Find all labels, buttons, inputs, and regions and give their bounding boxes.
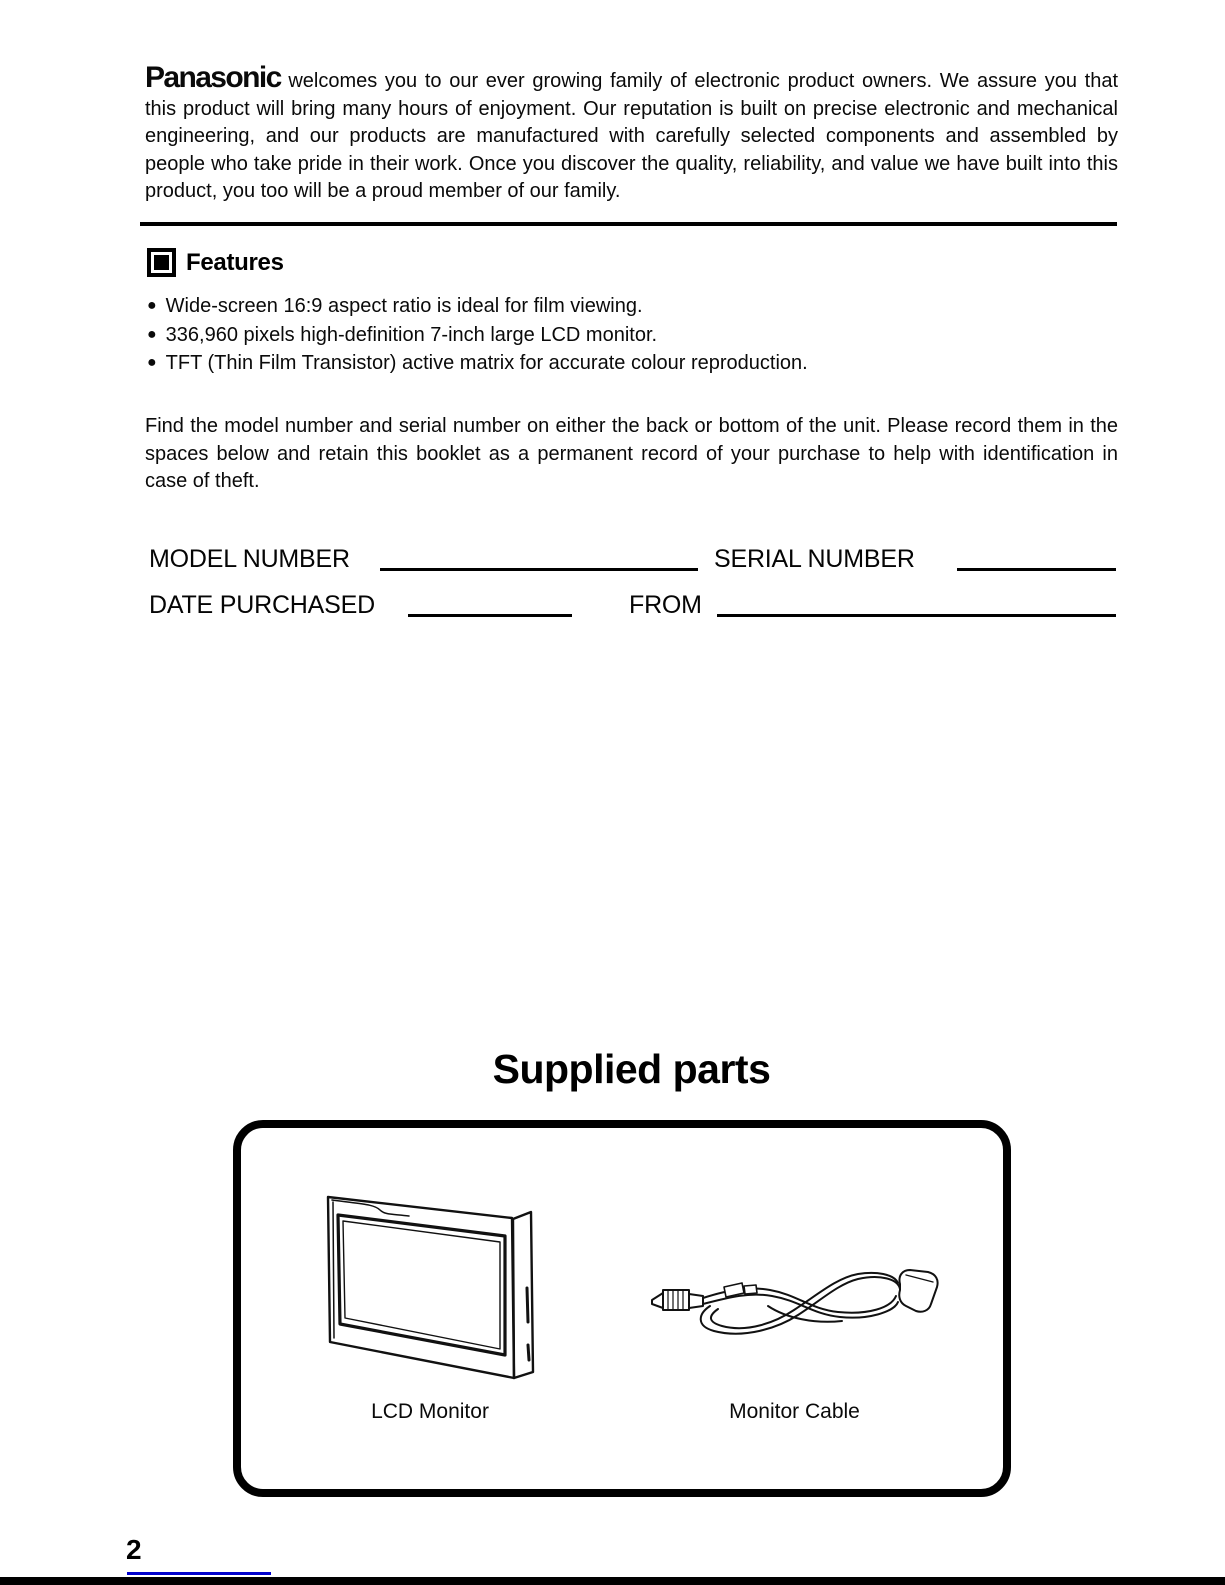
feature-text: Wide-screen 16:9 aspect ratio is ideal for film viewing. (165, 295, 643, 317)
date-purchased-blank (408, 591, 572, 617)
model-number-label: MODEL NUMBER (149, 545, 350, 573)
serial-number-label: SERIAL NUMBER (714, 545, 915, 573)
bullet-icon: ● (147, 297, 157, 314)
square-bullet-icon (147, 248, 176, 277)
model-serial-row (0, 545, 1225, 577)
feature-text: 336,960 pixels high-definition 7-inch large LCD monitor. (165, 323, 658, 346)
bullet-icon: ● (147, 325, 157, 343)
from-blank (717, 591, 1116, 617)
supplied-parts-title: Supplied parts (492, 1046, 771, 1092)
bullet-icon: ● (147, 354, 157, 371)
list-item (147, 321, 1107, 350)
intro-text: welcomes you to our ever growing family of electronic product owners. We assure you that this product will bring many hours of enjoyment. Our reputation is built on precise electronic and mechanical engineering, and our products are manufactured with carefully selected components and assembled by people who take pride in their work. Once you discover the quality, reliability, and value we have built into this product, you too will be a proud member of our family. (145, 70, 1118, 202)
record-note: Find the model number and serial number on either the back or bottom of the unit. Please record them in the spaces below and retain this booklet as a permanent record of your purchase to help with identification in case of theft. (145, 415, 1118, 492)
list-item (147, 292, 1107, 321)
list-item (147, 349, 1107, 378)
lcd-monitor-label: LCD Monitor (371, 1400, 489, 1423)
panasonic-logo: Panasonic (145, 61, 281, 94)
intro-paragraph (145, 61, 1118, 206)
monitor-cable-illustration (648, 1260, 948, 1352)
monitor-cable-label: Monitor Cable (729, 1400, 860, 1423)
features-list (147, 292, 1107, 378)
date-purchased-label: DATE PURCHASED (149, 591, 375, 619)
square-bullet-fill (154, 255, 169, 270)
features-title: Features (186, 248, 284, 276)
from-label: FROM (629, 591, 702, 619)
lcd-monitor-illustration (323, 1188, 537, 1386)
date-from-row (0, 591, 1225, 623)
section-divider (140, 222, 1117, 226)
serial-number-blank (957, 545, 1116, 571)
feature-text: TFT (Thin Film Transistor) active matrix for accurate colour reproduction. (165, 352, 808, 374)
features-heading (147, 248, 284, 277)
footer-accent-line (127, 1572, 271, 1575)
model-number-blank (380, 545, 698, 571)
page-number: 2 (126, 1534, 142, 1565)
page-bottom-edge (0, 1577, 1225, 1585)
